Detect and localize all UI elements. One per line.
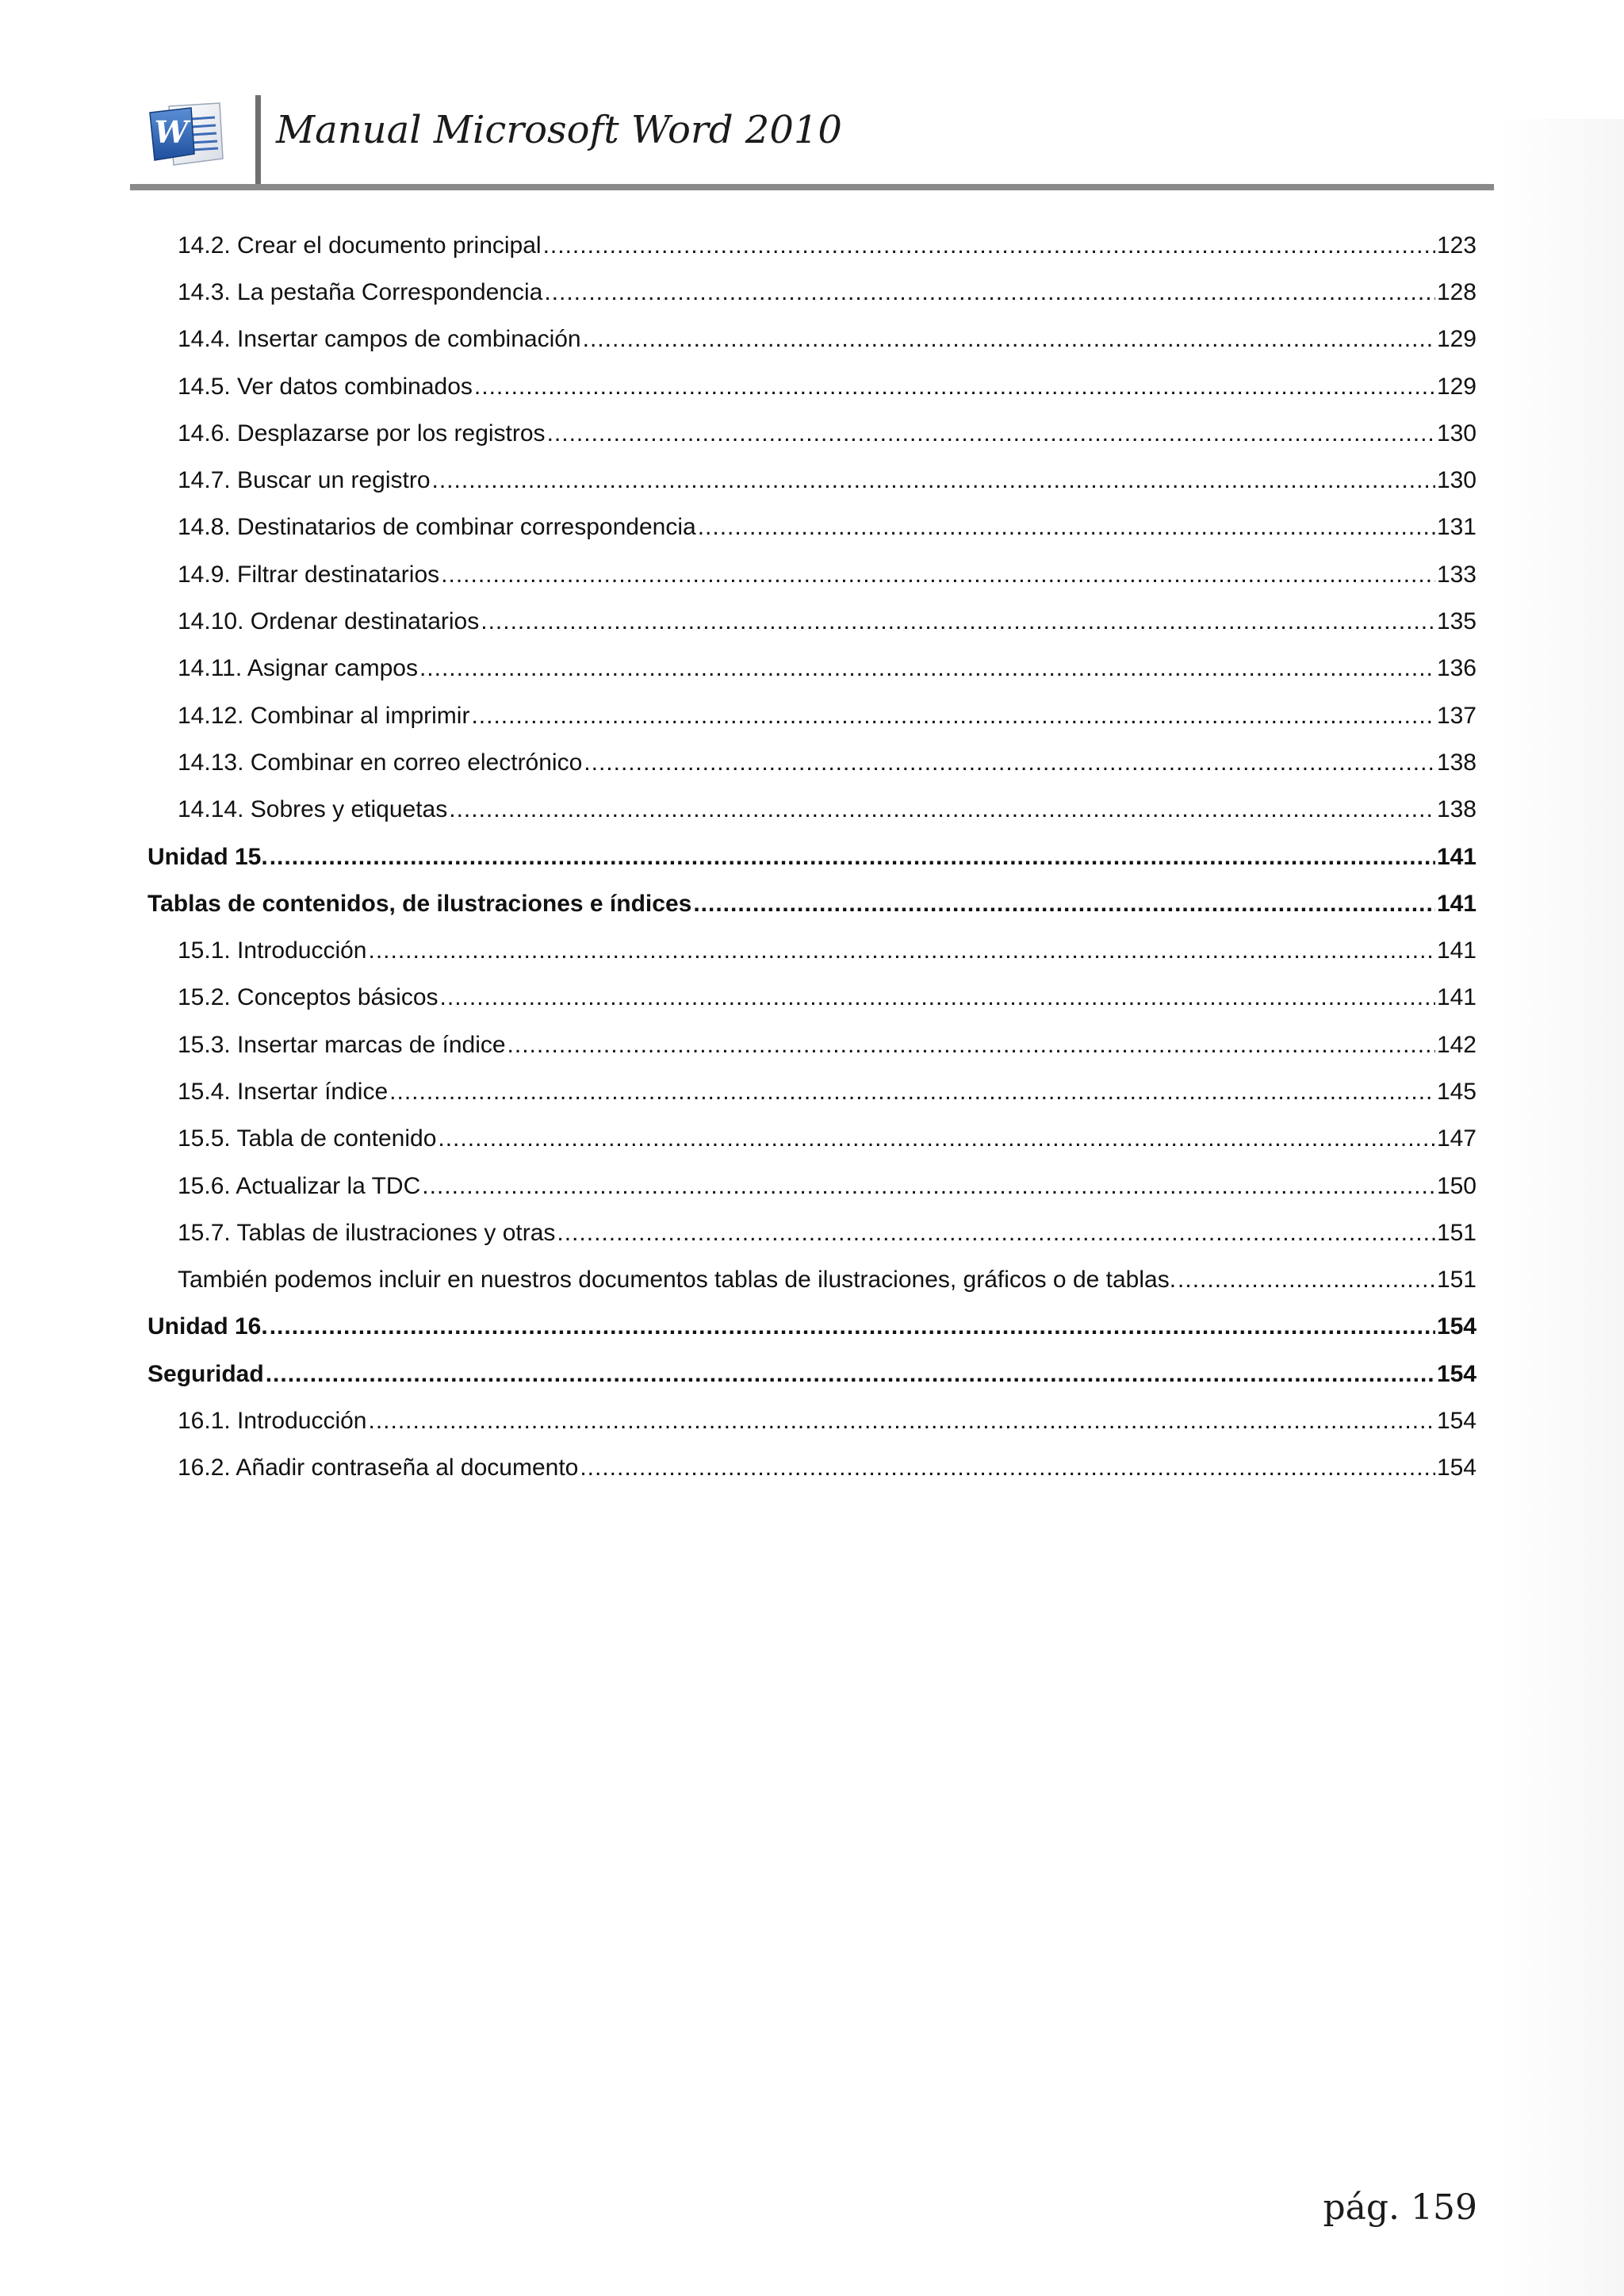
toc-dot-leader [432,466,1435,495]
toc-entry[interactable] [147,1116,1477,1163]
toc-entry-page: 130 [1436,420,1477,447]
page-header [0,0,1624,190]
header-rule [130,184,1494,190]
toc-entry-page: 123 [1436,232,1477,259]
toc-dot-leader [544,278,1435,307]
toc-entry-label: 15.1. Introducción [178,937,367,964]
header-divider [255,95,261,186]
toc-entry-page: 141 [1436,937,1477,964]
toc-dot-leader [698,513,1435,542]
toc-entry-label: 14.5. Ver datos combinados [178,373,473,400]
toc-heading-entry[interactable] [147,1351,1477,1397]
toc-dot-leader [369,1407,1435,1435]
toc-entry[interactable] [147,1445,1477,1492]
toc-entry-label: Unidad 15. [147,843,268,870]
toc-entry-page: 154 [1436,1360,1477,1387]
toc-entry-label: También podemos incluir en nuestros documentos tablas de ilustraciones, gráficos o de tablas. [178,1267,1177,1294]
toc-entry[interactable] [147,410,1477,457]
toc-entry-label: 16.1. Introducción [178,1408,367,1435]
toc-entry[interactable] [147,551,1477,598]
toc-dot-leader [389,1078,1435,1106]
toc-entry-label: 14.6. Desplazarse por los registros [178,420,546,447]
toc-entry-page: 147 [1436,1125,1477,1152]
toc-entry-label: Tablas de contenidos, de ilustraciones e índices [147,890,692,917]
toc-entry-page: 129 [1436,326,1477,353]
toc-dot-leader [1178,1266,1435,1294]
toc-dot-leader [471,702,1434,730]
toc-entry[interactable] [147,787,1477,834]
toc-dot-leader [369,937,1435,965]
toc-entry-label: Unidad 16. [147,1313,268,1340]
toc-dot-leader [422,1172,1435,1201]
toc-entry-page: 151 [1436,1267,1477,1294]
toc-entry-page: 141 [1436,843,1477,870]
toc-dot-leader [693,890,1435,918]
toc-entry-page: 154 [1436,1313,1477,1340]
toc-entry-page: 142 [1436,1031,1477,1058]
toc-entry-page: 131 [1436,514,1477,541]
toc-dot-leader [557,1219,1435,1248]
toc-entry-page: 128 [1436,278,1477,305]
toc-entry-label: 16.2. Añadir contraseña al documento [178,1455,579,1481]
toc-dot-leader [583,325,1435,354]
toc-entry-page: 137 [1436,702,1477,729]
toc-entry-page: 133 [1436,561,1477,588]
toc-entry-label: 14.4. Insertar campos de combinación [178,326,581,353]
toc-dot-leader [584,749,1435,777]
page-number: pág. 159 [1323,2187,1477,2228]
toc-entry[interactable] [147,739,1477,786]
toc-entry-label: 14.12. Combinar al imprimir [178,702,470,729]
toc-entry-page: 136 [1436,655,1477,682]
toc-dot-leader [547,420,1435,448]
toc-entry[interactable] [147,1257,1477,1304]
toc-entry-label: 14.8. Destinatarios de combinar correspondencia [178,514,696,541]
toc-entry-page: 129 [1436,373,1477,400]
toc-heading-entry[interactable] [147,1304,1477,1351]
toc-entry[interactable] [147,457,1477,504]
toc-entry-page: 138 [1436,749,1477,776]
toc-dot-leader [266,1360,1435,1389]
toc-dot-leader [481,608,1435,636]
toc-entry[interactable] [147,927,1477,974]
toc-entry-label: 14.10. Ordenar destinatarios [178,608,480,635]
toc-entry-page: 154 [1436,1408,1477,1435]
toc-entry[interactable] [147,646,1477,692]
toc-entry[interactable] [147,598,1477,645]
toc-entry[interactable] [147,504,1477,551]
page-shading [1497,119,1624,2296]
toc-entry-label: 14.13. Combinar en correo electrónico [178,749,583,776]
toc-heading-entry[interactable] [147,834,1477,880]
toc-dot-leader [580,1454,1435,1482]
toc-entry-label: 14.14. Sobres y etiquetas [178,796,448,823]
toc-entry-label: 14.7. Buscar un registro [178,467,431,494]
toc-dot-leader [270,1313,1435,1341]
toc-entry-page: 141 [1436,890,1477,917]
toc-entry-page: 141 [1436,984,1477,1011]
toc-dot-leader [508,1031,1435,1060]
toc-dot-leader [438,1125,1435,1153]
svg-text:W: W [154,114,189,150]
toc-entry-page: 135 [1436,608,1477,635]
toc-entry[interactable] [147,692,1477,739]
toc-entry[interactable] [147,1209,1477,1256]
toc-entry-label: Seguridad [147,1360,264,1387]
toc-entry[interactable] [147,1397,1477,1444]
toc-dot-leader [270,843,1435,872]
toc-entry-label: 14.11. Asignar campos [178,655,418,682]
document-title: Manual Microsoft Word 2010 [276,108,842,152]
toc-entry[interactable] [147,269,1477,316]
word-document-icon [147,102,226,173]
toc-entry-page: 150 [1436,1172,1477,1199]
toc-entry[interactable] [147,222,1477,269]
toc-entry-label: 14.2. Crear el documento principal [178,232,542,259]
toc-entry-label: 14.3. La pestaña Correspondencia [178,278,543,305]
toc-dot-leader [543,232,1435,260]
toc-entry[interactable] [147,1022,1477,1068]
toc-entry-label: 15.4. Insertar índice [178,1078,389,1105]
toc-entry[interactable] [147,363,1477,410]
toc-entry-label: 15.5. Tabla de contenido [178,1125,437,1152]
toc-entry-label: 15.6. Actualizar la TDC [178,1172,421,1199]
toc-heading-entry[interactable] [147,880,1477,927]
toc-dot-leader [474,373,1435,401]
table-of-contents [147,222,1477,1492]
toc-entry-label: 15.3. Insertar marcas de índice [178,1031,506,1058]
toc-entry-label: 15.2. Conceptos básicos [178,984,439,1011]
toc-dot-leader [440,983,1435,1012]
toc-entry[interactable] [147,975,1477,1022]
toc-entry-label: 15.7. Tablas de ilustraciones y otras [178,1219,556,1246]
toc-dot-leader [441,561,1435,589]
toc-entry-page: 130 [1436,467,1477,494]
toc-entry-label: 14.9. Filtrar destinatarios [178,561,440,588]
toc-entry-page: 154 [1436,1455,1477,1481]
toc-entry[interactable] [147,1068,1477,1115]
toc-entry-page: 138 [1436,796,1477,823]
toc-entry[interactable] [147,316,1477,363]
toc-dot-leader [419,654,1435,683]
toc-entry-page: 145 [1436,1078,1477,1105]
toc-entry[interactable] [147,1163,1477,1209]
toc-entry-page: 151 [1436,1219,1477,1246]
toc-dot-leader [449,795,1435,824]
